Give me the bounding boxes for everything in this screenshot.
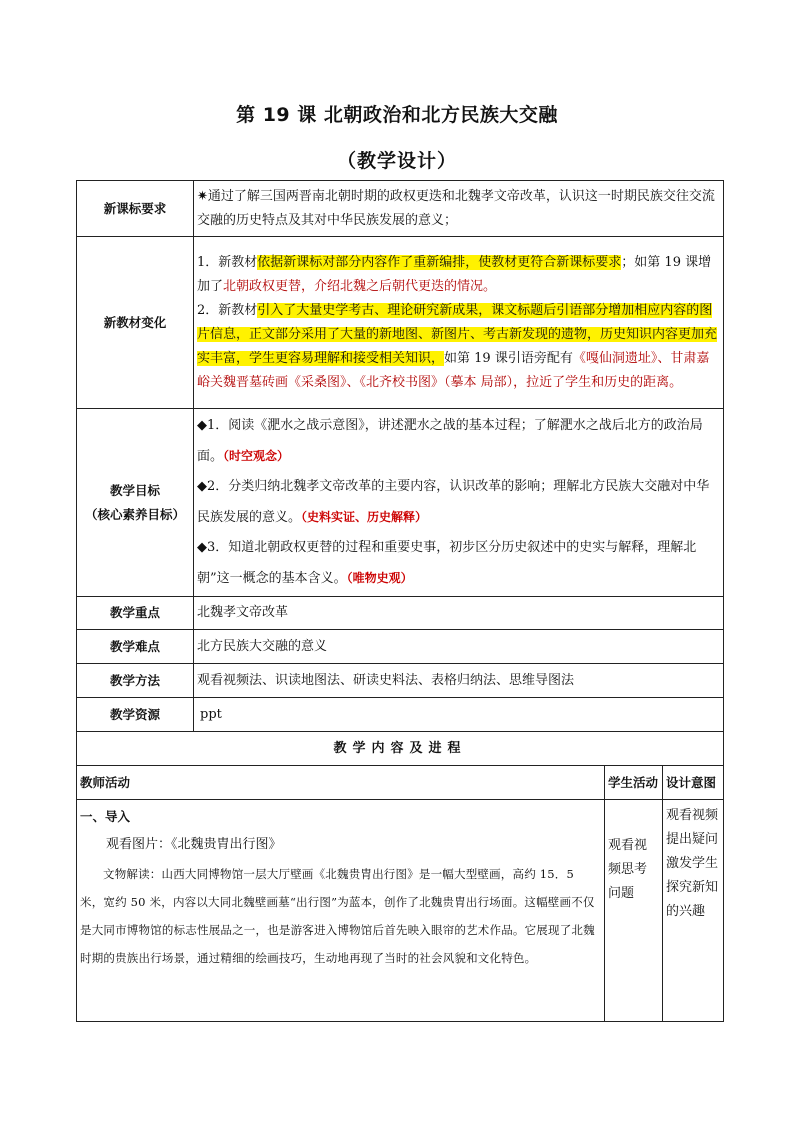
col-design-intent: 设计意图 [663, 766, 724, 800]
key-point-text: 北魏孝文帝改革 [194, 597, 724, 630]
intro-design-cell [663, 800, 724, 1022]
difficulty-label: 教学难点 [77, 630, 194, 664]
intro-student-cell [605, 800, 663, 1022]
row-difficulty [77, 630, 724, 664]
row-column-headers [77, 766, 724, 800]
change-2-highlight: 引入了大量史学考古、理论研究新成果，课文标题后引语部分增加相应内容的图片信息，正文部分采用了大量的新地图、新图片、考古新发现的遗物，历史知识内容更加充实丰富，学生更容易理解和接受相关知识， [197, 302, 718, 366]
goals-label [77, 409, 194, 597]
goal-3-tag: （唯物史观） [346, 571, 413, 585]
page-subtitle: （教学设计） [336, 150, 457, 172]
col-teacher-activity: 教师活动 [77, 766, 605, 800]
row-key-point [77, 597, 724, 630]
curriculum-text [194, 181, 724, 237]
col-student-activity: 学生活动 [605, 766, 663, 800]
change-1-mid: ；如第 19 课增加了 [197, 254, 712, 294]
goals-label-sub: （核心素养目标） [84, 506, 185, 522]
section-intro-title: 一、导入 [80, 809, 131, 824]
goals-label-main: 教学目标 [109, 482, 160, 498]
row-methods [77, 664, 724, 698]
change-1-lead: 1．新教材 [197, 254, 258, 270]
goal-2-tag: （史料实证、历史解释） [301, 510, 428, 524]
relic-interpretation: 文物解读：山西大同博物馆一层大厅壁画《北魏贵胄出行图》是一幅大型壁画，高约 15．5 米，宽约 50 米，内容以大同北魏壁画墓“出行图”为蓝本，创作了北魏贵胄出行场面。这幅壁画不仅是大同市博物馆的标志性展品之一，也是游客进入博物馆后首先映入眼帘的艺术作品。它展现了北魏时期的贵族出行场景，通过精细的绘画技巧，生动地再现了当时的社会风貌和文化特色。 [80, 867, 595, 965]
row-changes [77, 237, 724, 409]
goal-3-text: ◆3．知道北朝政权更替的过程和重要史事，初步区分历史叙述中的史实与解释，理解北朝”这一概念的基本含义。 [197, 540, 697, 586]
goal-1-tag: （时空观念） [223, 449, 290, 463]
goal-1 [197, 411, 720, 472]
methods-text: 观看视频法、识读地图法、研读史料法、表格归纳法、思维导图法 [194, 664, 724, 698]
goals-content [194, 409, 724, 597]
resources-value: ppt [200, 706, 222, 722]
change-1-highlight: 依据新课标对部分内容作了重新编排，使教材更符合新课标要求 [257, 254, 622, 270]
intro-teacher-cell [77, 800, 605, 1022]
change-2-red: 《嘎仙洞遗址》、甘肃嘉峪关魏晋墓砖画《采桑图》、《北齐校书图》（摹本 局部），拉近了学生和历史的距离。 [197, 350, 710, 390]
goal-2-text: ◆2．分类归纳北魏孝文帝改革的主要内容，认识改革的影响；理解北方民族大交融对中华民族发展的意义。 [197, 479, 710, 525]
row-curriculum [77, 181, 724, 237]
lesson-plan-table [76, 180, 724, 1022]
row-goals [77, 409, 724, 597]
changes-label: 新教材变化 [77, 237, 194, 409]
difficulty-text: 北方民族大交融的意义 [194, 630, 724, 664]
changes-content [194, 237, 724, 409]
student-activity-text: 观看视频思考问题 [608, 838, 648, 901]
row-intro [77, 800, 724, 1022]
resources-label: 教学资源 [77, 698, 194, 732]
change-2-lead: 2．新教材 [197, 302, 258, 318]
curriculum-label: 新课标要求 [77, 181, 194, 237]
page-title: 第 19 课 北朝政治和北方民族大交融 [236, 104, 558, 126]
resources-text [194, 698, 724, 732]
change-item-2 [197, 299, 720, 395]
key-point-label: 教学重点 [77, 597, 194, 630]
change-2-mid: 如第 19 课引语旁配有 [444, 350, 573, 366]
curriculum-paragraph: ✷通过了解三国两晋南北朝时期的政权更迭和北魏孝文帝改革，认识这一时期民族交往交流交融的历史特点及其对中华民族发展的意义； [197, 188, 715, 228]
view-picture-line: 观看图片：《北魏贵胄出行图》 [106, 837, 282, 852]
change-1-red: 北朝政权更替，介绍北魏之后朝代更迭的情况。 [223, 278, 497, 294]
change-item-1 [197, 251, 720, 299]
design-intent-text: 观看视频提出疑问激发学生探究新知的兴趣 [666, 808, 719, 919]
row-resources [77, 698, 724, 732]
goal-3 [197, 533, 720, 594]
goal-2 [197, 472, 720, 533]
row-process-header [77, 732, 724, 766]
methods-label: 教学方法 [77, 664, 194, 698]
process-header: 教学内容及进程 [77, 732, 724, 766]
goal-1-text: ◆1．阅读《淝水之战示意图》，讲述淝水之战的基本过程；了解淝水之战后北方的政治局面。 [197, 418, 703, 464]
